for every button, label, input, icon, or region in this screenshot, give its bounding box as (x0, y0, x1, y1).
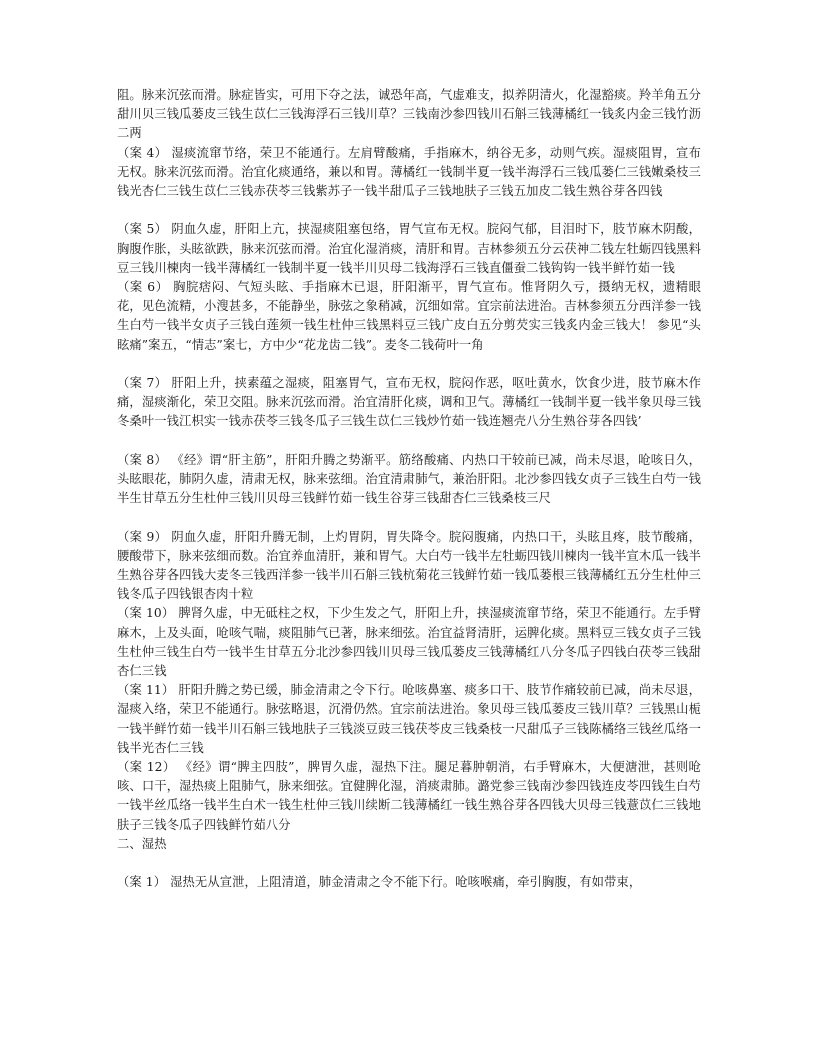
paragraph-case-8: （案 8） 《经》谓“肝主筋”，肝阳升腾之势渐平。筋络酸痛、内热口干较前已减，尚未尽退，呛咳日久，头眩眼花，肺阴久虚，清肃无权，脉来弦细。治宜清肃肺气，兼治肝阳。北沙参四钱女贞子三钱生白芍一钱半生甘草五分生杜仲三钱川贝母三钱鲜竹茹一钱生谷芽三钱甜杏仁三钱桑枝三尺 (117, 452, 701, 506)
paragraph-case-9: （案 9） 阴血久虚，肝阳升腾无制，上灼胃阴，胃失降令。脘闷腹痛，内热口干，头眩且疼，肢节酸痛，腰酸带下，脉来弦细而数。治宜养血清肝，兼和胃气。大白芍一钱半左牡蛎四钱川楝肉一钱半宣木瓜一钱半生熟谷芽各四钱大麦冬三钱西洋参一钱半川石斛三钱杭菊花三钱鲜竹茹一钱瓜蒌根三钱薄橘红五分生杜仲三钱冬瓜子四钱银杏肉十粒 (117, 529, 701, 602)
paragraph-continuation: 阻。脉来沉弦而滑。脉症皆实，可用下夺之法，诚恐年高，气虚难支，拟养阴清火，化湿豁痰。羚羊角五分甜川贝三钱瓜蒌皮三钱生苡仁三钱海浮石三钱川草？三钱南沙参四钱川石斛三钱薄橘红一钱炙内金三钱竹沥二两 (117, 88, 701, 141)
paragraph-case-5: （案 5） 阴血久虚，肝阳上亢，挟湿痰阻塞包络，胃气宣布无权。脘闷气郁，目泪时下，肢节麻木阴酸，胸腹作胀，头眩欲跌，脉来沉弦而滑。治宜化湿消痰，清肝和胃。吉林参须五分云茯神二钱左牡蛎四钱黑料豆三钱川楝肉一钱半薄橘红一钱制半夏一钱半川贝母二钱海浮石三钱直僵蚕二钱钩钩一钱半鲜竹茹一钱 (117, 222, 701, 275)
paragraph-case-4: （案 4） 湿痰流窜节络，荣卫不能通行。左肩臂酸痛，手指麻木，纳谷无多，动则气疾。湿痰阻胃，宣布无权。脉来沉弦而滑。治宜化痰通络，兼以和胃。薄橘红一钱制半夏一钱半海浮石三钱瓜蒌仁三钱嫩桑枝三钱光杏仁三钱生苡仁三钱赤茯苓三钱紫苏子一钱半甜瓜子三钱地肤子三钱五加皮二钱生熟谷芽各四钱 (117, 145, 701, 199)
paragraph-case-11: （案 11） 肝阳升腾之势已缓，肺金清肃之令下行。呛咳鼻塞、痰多口干、肢节作痛较前已减，尚未尽退，湿痰入络，荣卫不能通行。脉弦略退，沉滑仍然。宜宗前法进治。象贝母三钱瓜蒌皮三钱川草？三钱黑山栀一钱半鲜竹茹一钱半川石斛三钱地肤子三钱淡豆豉三钱茯苓皮三钱桑枝一尺甜瓜子三钱陈橘络三钱丝瓜络一钱半光杏仁三钱 (117, 683, 701, 755)
paragraph-damp-heat-case-1: （案 1） 湿热无从宣泄，上阻清道，肺金清肃之令不能下行。呛咳喉痛，牵引胸腹，有如带束， (117, 875, 642, 890)
paragraph-case-12: （案 12） 《经》谓“脾主四肢”，脾胃久虚，湿热下注。腿足暮肿朝消，右手臂麻木，大便溏泄，甚则呛咳、口干，湿热痰上阻肺气，脉来细弦。宜健脾化湿，消痰肃肺。潞党参三钱南沙参四钱连皮苓四钱生白芍一钱半丝瓜络一钱半生白术一钱生杜仲三钱川续断二钱薄橘红一钱生熟谷芽各四钱大贝母三钱薏苡仁三钱地肤子三钱冬瓜子四钱鲜竹茹八分 (117, 760, 701, 832)
section-heading: 二、湿热 (117, 836, 167, 851)
paragraph-case-7: （案 7） 肝阳上升，挟素蕴之湿痰，阻塞胃气，宣布无权，脘闷作恶，呕吐黄水，饮食少进，肢节麻木作痛，湿痰渐化，荣卫交阻。脉来沉弦而滑。治宜清肝化痰，调和卫气。薄橘红一钱制半夏一钱半象贝母三钱冬桑叶一钱江枳实一钱赤茯苓三钱冬瓜子三钱生苡仁三钱炒竹茹一钱连翘壳八分生熟谷芽各四钱’ (117, 376, 701, 429)
paragraph-case-10: （案 10） 脾肾久虚，中无砥柱之权，下少生发之气，肝阳上升，挟湿痰流窜节络，荣卫不能通行。左手臂麻木，上及头面，呛咳气喘，痰阻肺气已著，脉来细弦。治宜益肾清肝，运脾化痰。黑料豆三钱女贞子三钱生杜仲三钱生白芍一钱半生甘草五分北沙参四钱川贝母三钱瓜蒌皮三钱薄橘红八分冬瓜子四钱白茯苓三钱甜杏仁三钱 (117, 606, 701, 679)
document-page (117, 86, 701, 892)
paragraph-case-6: （案 6） 胸脘痞闷、气短头眩、手指麻木已退，肝阳渐平，胃气宣布。惟肾阴久亏，摄纳无权，遗精眼花，见色流精，小溲甚多，不能静坐，脉弦之象稍减，沉细如常。宜宗前法进治。吉林参须五分西洋参一钱生白芍一钱半女贞子三钱白莲须一钱生杜仲三钱黑料豆三钱广皮白五分剪芡实三钱炙内金三钱大！ 参见“头眩痛”案五，“情志”案七，方中少“花龙齿二钱”。麦冬二钱荷叶一角 (117, 280, 701, 352)
